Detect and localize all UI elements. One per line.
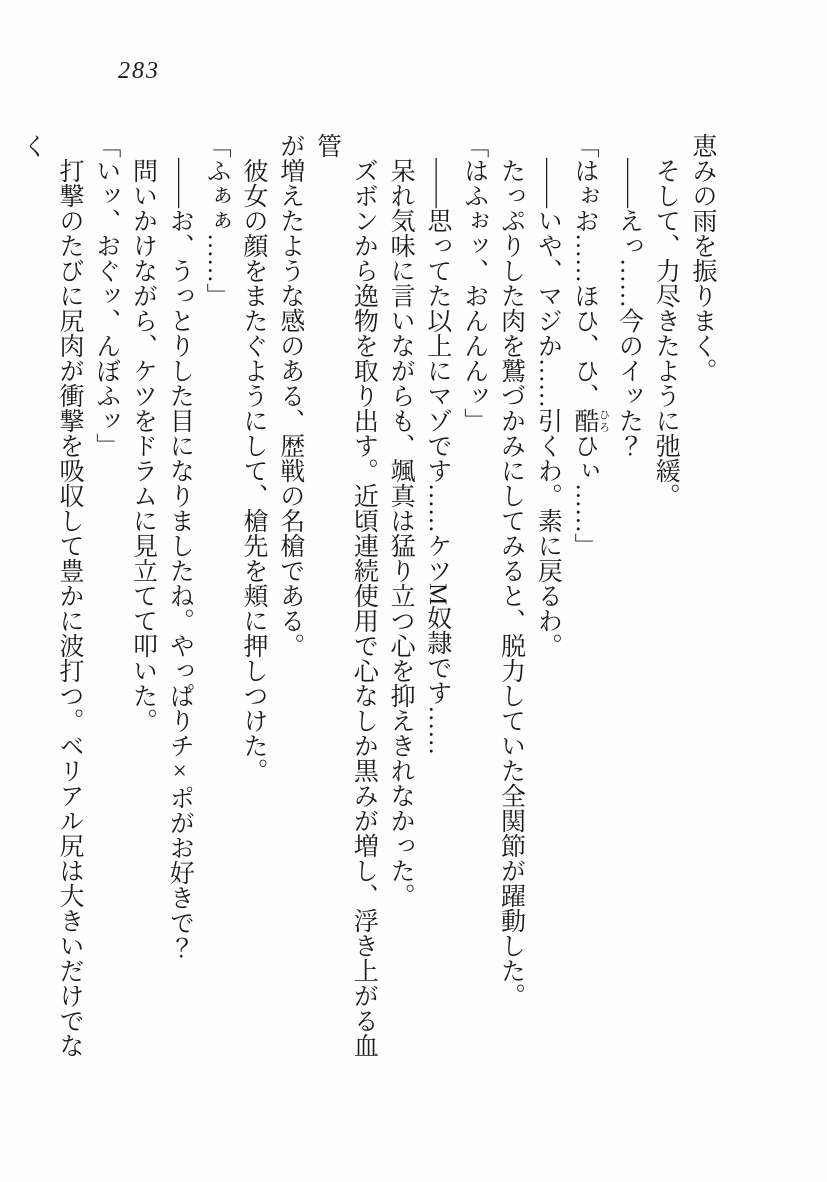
- paragraph: 問いかけながら、ケツをドラムに見立てて叩いた。: [129, 158, 157, 733]
- paragraph: 「ふぁぁ……」: [203, 133, 231, 308]
- ruby-base: 酷: [571, 408, 599, 433]
- paragraph: が増えたような感のある、歴戦の名槍である。: [276, 133, 304, 658]
- paragraph: 「はふぉッ、おんんんッ」: [460, 133, 488, 433]
- dialogue-text: ひぃ……」: [571, 433, 599, 558]
- furigana: ひろ: [597, 408, 610, 433]
- paragraph: 彼女の顔をまたぐようにして、槍先を頬に押しつけた。: [239, 158, 267, 783]
- text-block: [13, 133, 720, 1068]
- paragraph: ——えっ……今のイッた？: [615, 158, 643, 458]
- paragraph: ——お、うっとりした目になりましたね。やっぱりチ×ポがお好きで？: [166, 158, 194, 960]
- paragraph: たっぷりした肉を鷲づかみにしてみると、脱力していた全関節が躍動した。: [497, 158, 525, 1008]
- paragraph: 打撃のたびに尻肉が衝撃を吸収して豊かに波打つ。ベリアル尻は大きいだけでなく: [19, 133, 83, 1058]
- paragraph: 「いッ、おぐッ、んぼふッ」: [92, 133, 120, 458]
- paragraph-with-furigana: [565, 133, 609, 1068]
- paragraph: そして、力尽きたように弛緩。: [652, 158, 680, 508]
- ruby-annotation: [571, 408, 610, 433]
- paragraph: 恵みの雨を振りまく。: [689, 133, 716, 383]
- dialogue-text: 「はぉお……ほひ、ひ、: [571, 133, 599, 408]
- paragraph: ——思ってた以上にマゾです……ケツM奴隷です……: [423, 158, 451, 756]
- page-number: 283: [118, 58, 160, 84]
- paragraph: 呆れ気味に言いながらも、颯真は猛り立つ心を抑えきれなかった。: [387, 158, 415, 908]
- paragraph: ——いや、マジか……引くわ。素に戻るわ。: [534, 158, 562, 658]
- paragraph: ズボンから逸物を取り出す。近頃連続使用で心なしか黒みが増し、浮き上がる血管: [313, 133, 378, 1058]
